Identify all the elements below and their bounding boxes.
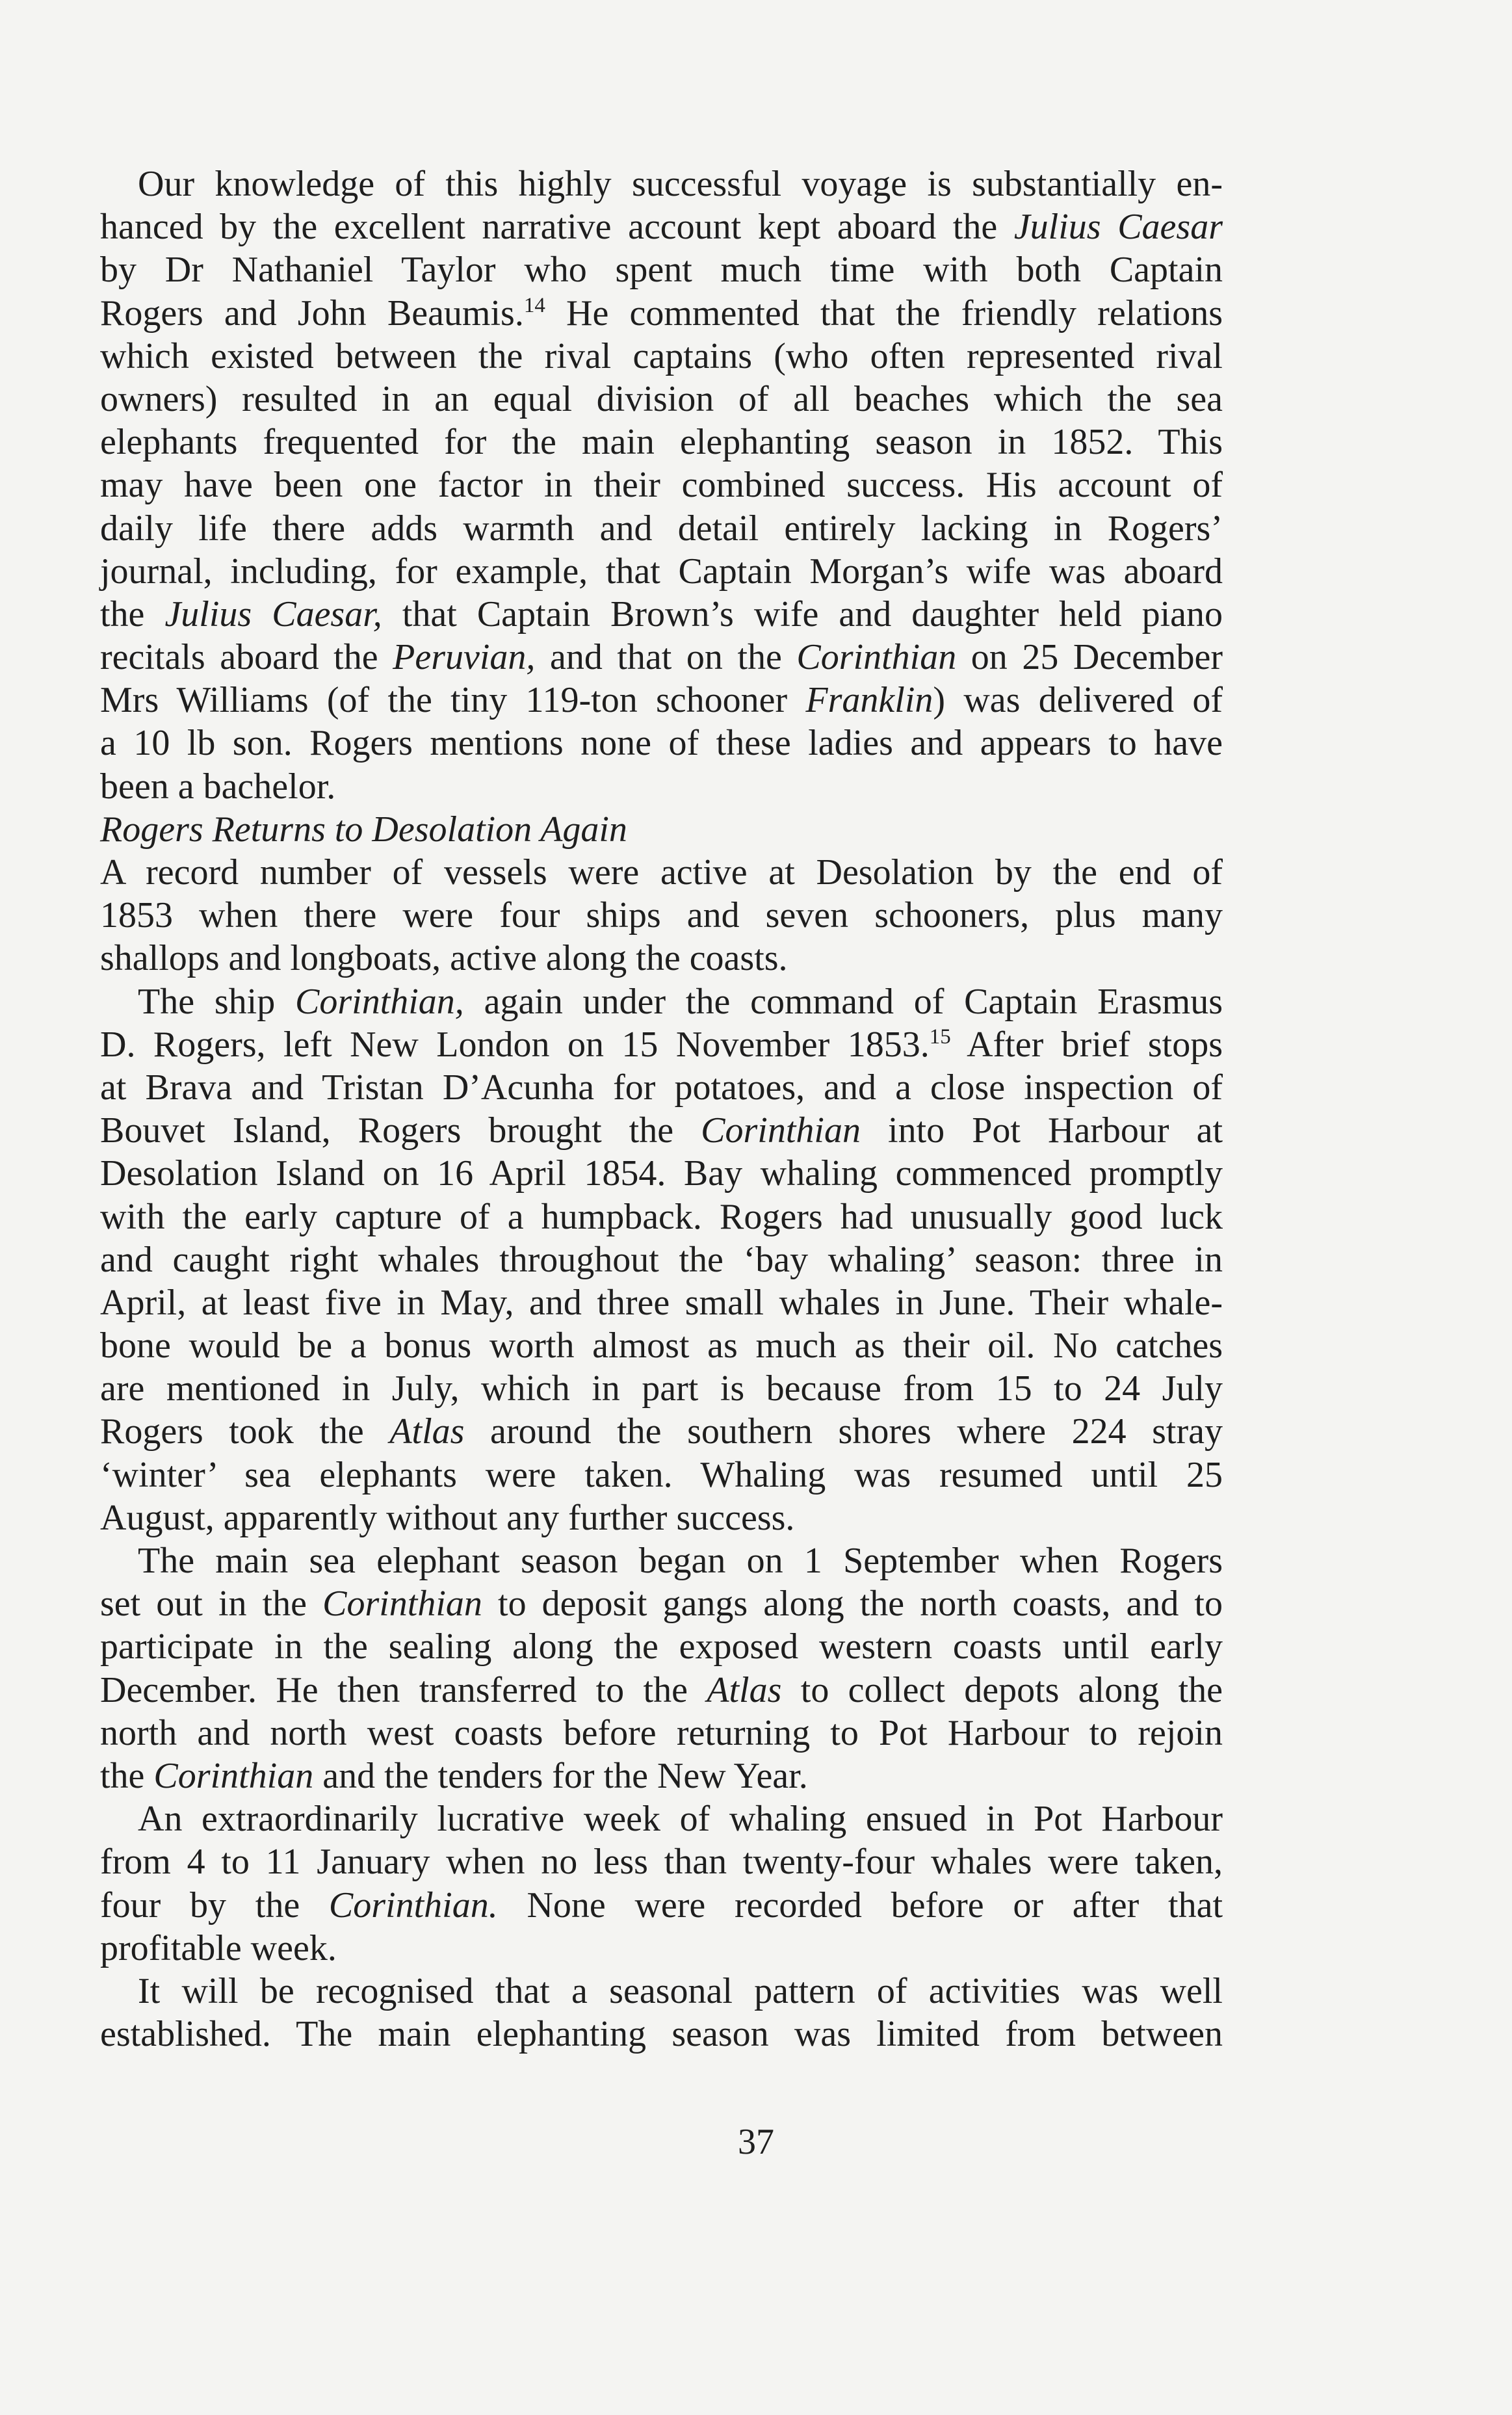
text-segment: Desolation Island on 16 April 1854. Bay whaling commenced promptly [100, 1153, 1223, 1194]
text-segment: four by the [100, 1885, 329, 1925]
text-segment: Bouvet Island, Rogers brought the [100, 1110, 701, 1151]
text-segment: Rogers and John Beaumis. [100, 293, 524, 333]
text-segment: which existed between the rival captains (who often represented rival [100, 335, 1223, 376]
text-line [100, 1625, 1223, 1668]
text-segment: by Dr Nathaniel Taylor who spent much time with both Captain [100, 250, 1223, 291]
text-line [100, 1840, 1223, 1883]
text-segment: and caught right whales throughout the ‘bay whaling’ season: three in [100, 1239, 1223, 1280]
text-segment: D. Rogers, left New London on 15 November 1853. [100, 1024, 930, 1065]
text-line [100, 2013, 1223, 2056]
text-line [100, 335, 1223, 378]
text-segment: December. He then transferred to the [100, 1669, 707, 1710]
text-line [100, 1281, 1223, 1324]
text-line [100, 851, 1223, 894]
text-line [100, 722, 1223, 764]
text-segment: Atlas [707, 1669, 782, 1710]
text-segment: None were recorded before or after that [497, 1885, 1223, 1925]
text-segment: Peruvian, [393, 637, 536, 678]
footnote-ref: 14 [523, 293, 545, 317]
text-line [100, 507, 1223, 550]
text-line [100, 1669, 1223, 1712]
text-line [100, 292, 1223, 335]
text-segment: ‘winter’ sea elephants were taken. Whaling was resumed until 25 [100, 1454, 1223, 1495]
text-line [100, 205, 1223, 248]
text-segment: owners) resulted in an equal division of all beaches which the sea [100, 378, 1223, 419]
text-segment: August, apparently without any further success. [100, 1497, 795, 1538]
text-segment: the [100, 594, 165, 634]
text-line [100, 1109, 1223, 1152]
text-line [100, 1797, 1223, 1840]
text-line [100, 1884, 1223, 1927]
text-segment: participate in the sealing along the exposed western coasts until early [100, 1626, 1223, 1667]
text-segment: Corinthian. [328, 1885, 498, 1925]
text-line [100, 421, 1223, 463]
text-segment: north and north west coasts before returning to Pot Harbour to rejoin [100, 1712, 1223, 1753]
text-line [100, 937, 1223, 980]
text-line [100, 1970, 1223, 2013]
text-line [100, 163, 1223, 205]
text-segment: that Captain Brown’s wife and daughter held piano [382, 594, 1223, 634]
text-segment: set out in the [100, 1584, 323, 1625]
text-segment: Atlas [389, 1411, 465, 1452]
text-line [100, 636, 1223, 679]
text-segment: again under the command of Captain Erasmus [463, 981, 1223, 1022]
text-segment: daily life there adds warmth and detail entirely lacking in Rogers’ [100, 508, 1223, 549]
text-segment: April, at least five in May, and three small whales in June. Their whale- [100, 1282, 1223, 1323]
text-segment: Corinthian [153, 1755, 314, 1796]
text-line [100, 679, 1223, 722]
text-segment: at Brava and Tristan D’Acunha for potatoes, and a close inspection of [100, 1067, 1223, 1108]
text-line [100, 1023, 1223, 1066]
text-segment: Corinthian [322, 1584, 482, 1625]
text-line [100, 378, 1223, 421]
text-line [100, 1324, 1223, 1367]
footnote-ref: 15 [929, 1025, 951, 1049]
text-segment: ) was delivered of [933, 680, 1223, 721]
text-segment: bone would be a bonus worth almost as much as their oil. No catches [100, 1325, 1223, 1366]
text-segment: Mrs Williams (of the tiny 119-ton schooner [100, 680, 806, 721]
text-segment: been a bachelor. [100, 766, 336, 807]
text-segment: The ship [138, 981, 295, 1022]
text-segment: a 10 lb son. Rogers mentions none of these ladies and appears to have [100, 723, 1223, 764]
text-segment: on 25 December [956, 637, 1223, 678]
text-line [100, 1539, 1223, 1582]
text-segment: journal, including, for example, that Captain Morgan’s wife was aboard [100, 551, 1223, 592]
text-segment: and the tenders for the New Year. [313, 1755, 808, 1796]
text-segment: around the southern shores where 224 stray [464, 1411, 1223, 1452]
text-segment: profitable week. [100, 1927, 337, 1968]
text-segment: elephants frequented for the main elephanting season in 1852. This [100, 422, 1223, 463]
text-segment: into Pot Harbour at [860, 1110, 1223, 1151]
text-segment: An extraordinarily lucrative week of whaling ensued in Pot Harbour [138, 1799, 1223, 1840]
text-line [100, 1195, 1223, 1238]
text-line [100, 1454, 1223, 1496]
text-line [100, 1927, 1223, 1970]
text-segment: Franklin [805, 680, 933, 721]
text-line [100, 550, 1223, 593]
text-line [100, 593, 1223, 636]
text-segment: Corinthian, [294, 981, 464, 1022]
text-line [100, 1152, 1223, 1195]
text-segment: Corinthian [701, 1110, 861, 1151]
page-number: 37 [738, 2122, 774, 2162]
text-line [100, 1410, 1223, 1453]
text-segment: 1853 when there were four ships and seven schooners, plus many [100, 895, 1223, 936]
text-segment: Rogers took the [100, 1411, 390, 1452]
text-line [100, 1496, 1223, 1539]
text-line [100, 463, 1223, 506]
text-line [100, 980, 1223, 1023]
text-segment: the [100, 1755, 154, 1796]
text-segment: hanced by the excellent narrative account kept aboard the [100, 207, 1014, 248]
text-segment: may have been one factor in their combined success. His account of [100, 465, 1223, 506]
text-line [100, 765, 1223, 808]
text-line [100, 1367, 1223, 1410]
text-line [100, 1582, 1223, 1625]
text-segment: from 4 to 11 January when no less than twenty-four whales were taken, [100, 1842, 1223, 1883]
text-segment: Julius Caesar [1013, 207, 1223, 248]
text-line [100, 1238, 1223, 1281]
text-segment: are mentioned in July, which in part is because from 15 to 24 July [100, 1368, 1223, 1409]
body-text [100, 163, 1223, 2056]
text-line [100, 894, 1223, 937]
text-line [100, 1755, 1223, 1797]
text-segment: After brief stops [950, 1024, 1223, 1065]
section-heading [100, 808, 1223, 851]
text-line [100, 248, 1223, 291]
text-line [100, 1712, 1223, 1755]
text-segment: to collect depots along the [781, 1669, 1223, 1710]
text-segment: The main sea elephant season began on 1 September when Rogers [138, 1541, 1223, 1581]
text-segment: Julius Caesar, [164, 594, 382, 634]
text-segment: Rogers Returns to Desolation Again [100, 809, 627, 850]
text-segment: A record number of vessels were active at Desolation by the end of [100, 852, 1223, 893]
text-segment: Our knowledge of this highly successful voyage is substantially en- [138, 164, 1223, 204]
text-segment: Corinthian [796, 637, 957, 678]
text-segment: established. The main elephanting season was limited from between [100, 2014, 1223, 2055]
text-segment: with the early capture of a humpback. Rogers had unusually good luck [100, 1196, 1223, 1237]
text-segment: It will be recognised that a seasonal pattern of activities was well [138, 1970, 1223, 2011]
text-segment: to deposit gangs along the north coasts, and to [482, 1584, 1223, 1625]
text-segment: shallops and longboats, active along the coasts. [100, 938, 788, 979]
text-segment: He commented that the friendly relations [545, 293, 1223, 333]
text-segment: recitals aboard the [100, 637, 393, 678]
text-segment: and that on the [535, 637, 797, 678]
text-line [100, 1066, 1223, 1109]
